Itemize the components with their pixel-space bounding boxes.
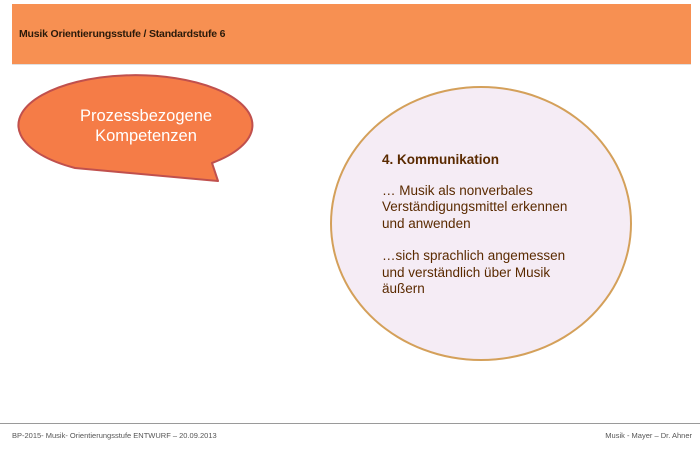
competence-heading: 4. Kommunikation [382, 152, 500, 167]
competence-content [382, 152, 622, 314]
paragraph-1-line-1: … Musik als nonverbales [382, 182, 533, 198]
paragraph-2-line-3: äußern [382, 281, 425, 296]
competence-paragraph-1 [382, 183, 622, 233]
competence-paragraph-2 [382, 248, 622, 298]
paragraph-2-line-1: …sich sprachlich angemessen [382, 248, 566, 263]
paragraph-1-line-2: Verständigungsmittel erkennen [382, 199, 568, 214]
bubble-line-2: Kompetenzen [95, 127, 197, 145]
page-title: Musik Orientierungsstufe / Standardstufe 6 [19, 28, 226, 40]
footer-divider [0, 423, 700, 424]
footer-right-text: Musik - Mayer – Dr. Ahner [605, 431, 692, 440]
speech-bubble-text [48, 106, 244, 146]
paragraph-2-line-2: und verständlich über Musik [382, 264, 551, 280]
bubble-line-1: Prozessbezogene [79, 107, 213, 125]
paragraph-1-line-3: und anwenden [382, 215, 471, 231]
footer-left-text: BP-2015- Musik- Orientierungsstufe ENTWURF – 20.09.2013 [12, 431, 217, 440]
